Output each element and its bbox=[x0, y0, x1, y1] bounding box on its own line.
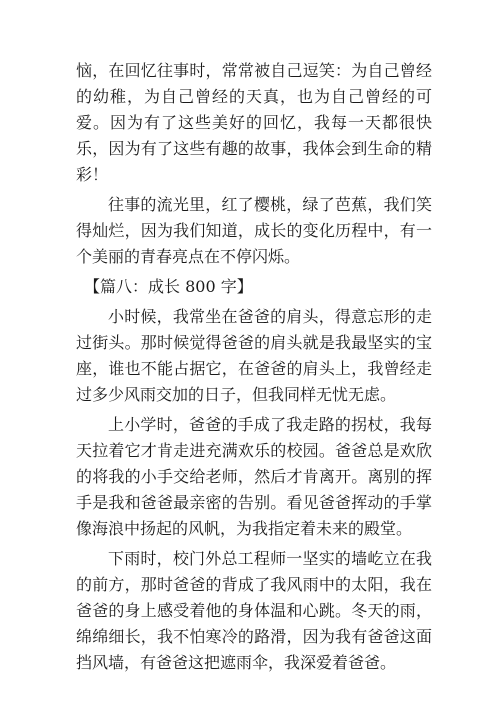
paragraph: 上小学时，爸爸的手成了我走路的拐杖，我每天拉着它才肯走进充满欢乐的校园。爸爸总是欢欣的将我的小手交给老师，然后才肯离开。离别的挥手是我和爸爸最亲密的告别。看见爸爸挥动的手掌像海浪中扬起的风帆，为我指定着未来的殿堂。 bbox=[76, 415, 432, 538]
paragraph: 往事的流光里，红了樱桃，绿了芭蕉，我们笑得灿烂，因为我们知道，成长的变化历程中，有一个美丽的青春亮点在不停闪烁。 bbox=[76, 195, 432, 266]
paragraph: 下雨时，校门外总工程师一坚实的墙屹立在我的前方，那时爸爸的背成了我风雨中的太阳，我在爸爸的身上感受着他的身体温和心跳。冬天的雨，绵绵细长，我不怕寒冷的路滑，因为我有爸爸这面挡风墙，有爸爸这把遮雨伞，我深爱着爸爸。 bbox=[76, 549, 432, 672]
section-heading: 【篇八：成长 800 字】 bbox=[84, 277, 253, 296]
document-body bbox=[76, 58, 432, 680]
paragraph: 小时候，我常坐在爸爸的肩头，得意忘形的走过街头。那时候觉得爸爸的肩头就是我最坚实的宝座，谁也不能占据它，在爸爸的肩头上，我曾经走过多少风雨交加的日子，但我同样无忧无虑。 bbox=[76, 307, 432, 404]
paragraph-continued: 恼，在回忆往事时，常常被自己逗笑：为自己曾经的幼稚，为自己曾经的天真，也为自己曾经的可爱。因为有了这些美好的回忆，我每一天都很快乐，因为有了这些有趣的故事，我体会到生命的精彩！ bbox=[76, 61, 432, 184]
